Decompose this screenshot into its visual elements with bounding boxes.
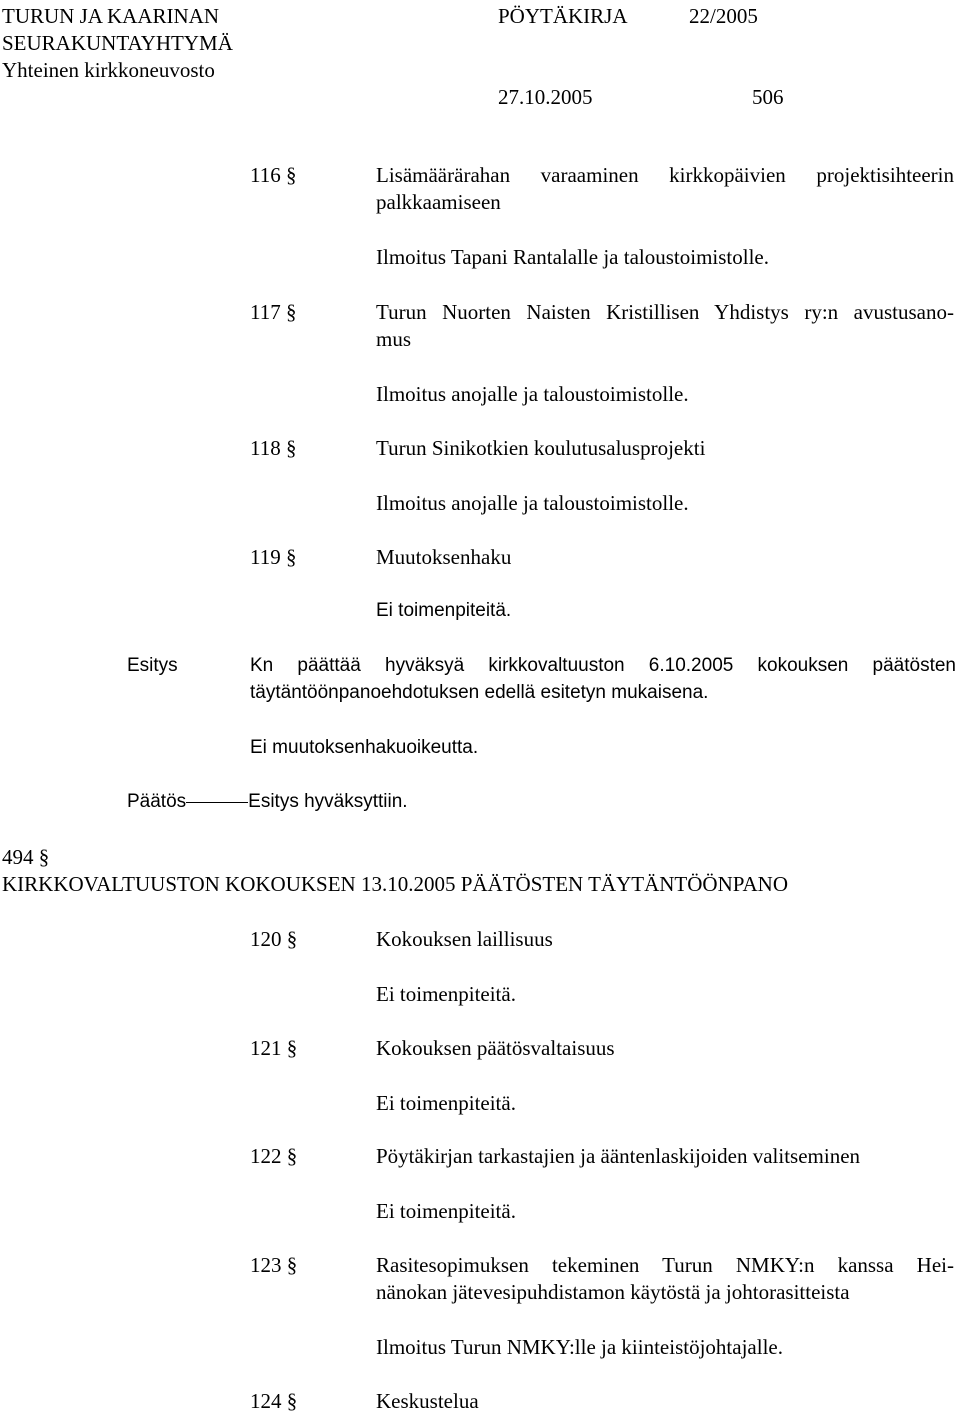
section-sign: §: [286, 1253, 298, 1277]
section-sign: §: [286, 1036, 298, 1060]
proposal-label: Esitys: [127, 655, 178, 676]
item-number: 116 §: [250, 163, 297, 187]
section-heading: KIRKKOVALTUUSTON KOKOUKSEN 13.10.2005 PÄÄTÖSTEN TÄYTÄNTÖÖNPANO: [2, 872, 788, 896]
item-number: 121 §: [250, 1036, 298, 1060]
item-note: Ilmoitus Turun NMKY:lle ja kiinteistöjohtajalle.: [376, 1335, 783, 1359]
organization-name-line2: SEURAKUNTAYHTYMÄ: [2, 31, 233, 55]
document-type: PÖYTÄKIRJA: [498, 4, 628, 28]
item-note: Ei toimenpiteitä.: [376, 1199, 516, 1223]
item-title: Muutoksenhaku: [376, 545, 512, 569]
item-title: Kokouksen laillisuus: [376, 927, 553, 951]
proposal-text: Kn päättää hyväksyä kirkkovaltuuston 6.10.2005 kokouksen päätösten: [250, 655, 956, 676]
decision-rule: [186, 801, 248, 803]
section-sign: §: [286, 1389, 298, 1413]
section-sign: §: [285, 300, 297, 324]
item-number: 123 §: [250, 1253, 298, 1277]
item-number: 122 §: [250, 1144, 298, 1168]
page-number: 506: [752, 85, 784, 109]
item-note: Ilmoitus anojalle ja taloustoimistolle.: [376, 382, 689, 406]
item-title: Kokouksen päätösvaltaisuus: [376, 1036, 615, 1060]
item-title: Lisämäärärahan varaaminen kirkkopäivien projektisihteerin: [376, 163, 954, 187]
item-number: 118 §: [250, 436, 297, 460]
organization-body: Yhteinen kirkkoneuvosto: [2, 58, 215, 82]
item-title-continued: nänokan jätevesipuhdistamon käytöstä ja johtorasitteista: [376, 1280, 850, 1304]
item-note: Ei toimenpiteitä.: [376, 982, 516, 1006]
item-title-continued: palkkaamiseen: [376, 190, 501, 214]
section-sign: §: [285, 163, 297, 187]
item-number: 120 §: [250, 927, 298, 951]
section-sign: §: [285, 545, 297, 569]
item-note: Ei toimenpiteitä.: [376, 600, 512, 621]
document-number: 22/2005: [689, 4, 758, 28]
item-title: Pöytäkirjan tarkastajien ja ääntenlaskijoiden valitseminen: [376, 1144, 861, 1168]
item-note: Ilmoitus anojalle ja taloustoimistolle.: [376, 491, 689, 515]
item-title: Rasitesopimuksen tekeminen Turun NMKY:n kanssa Hei-: [376, 1253, 954, 1277]
item-number: 124 §: [250, 1389, 298, 1413]
item-number: 117 §: [250, 300, 297, 324]
organization-name-line1: TURUN JA KAARINAN: [2, 4, 220, 28]
item-title-continued: mus: [376, 327, 412, 351]
item-note: Ilmoitus Tapani Rantalalle ja taloustoimistolle.: [376, 245, 769, 269]
section-sign: §: [286, 927, 298, 951]
section-sign: §: [285, 436, 297, 460]
section-sign: §: [38, 845, 50, 869]
item-note: Ei toimenpiteitä.: [376, 1091, 516, 1115]
decision-text: Esitys hyväksyttiin.: [248, 791, 408, 812]
item-number: 119 §: [250, 545, 297, 569]
section-number: 494 §: [2, 845, 50, 869]
decision-label: Päätös: [127, 791, 187, 812]
item-title: Turun Sinikotkien koulutusalusprojekti: [376, 436, 706, 460]
item-title: Keskustelua: [376, 1389, 479, 1413]
section-sign: §: [286, 1144, 298, 1168]
item-title: Turun Nuorten Naisten Kristillisen Yhdistys ry:n avustusano-: [376, 300, 954, 324]
decision-row: [127, 791, 408, 813]
meeting-date: 27.10.2005: [498, 85, 593, 109]
proposal-text-continued: täytäntöönpanoehdotuksen edellä esitetyn mukaisena.: [250, 682, 709, 703]
appeal-note: Ei muutoksenhakuoikeutta.: [250, 737, 479, 758]
